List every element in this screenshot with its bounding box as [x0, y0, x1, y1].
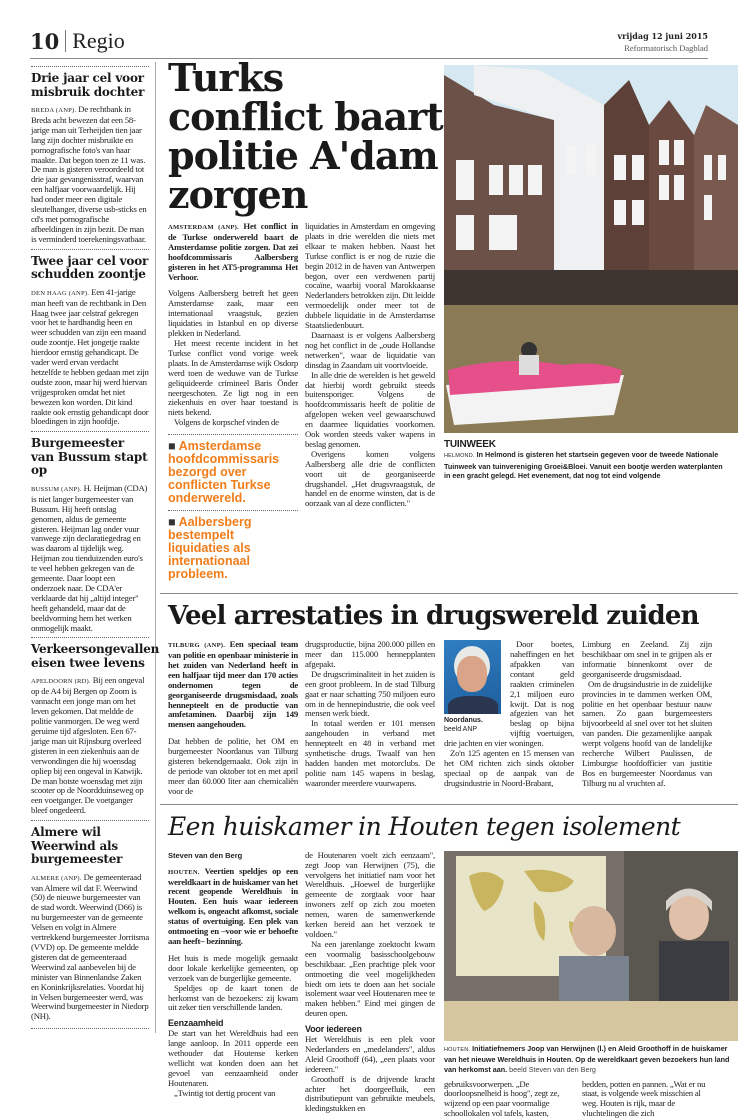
lead: Een speciaal team van politie en openbaar ministerie in het zuiden van Nederland heeft in een halfjaar tijd meer dan 170 acties ondernomen tegen de georganiseerde drugsmisdaad, zoals hennepteelt en de productie van amfetaminen. Daarbij zijn 149 mensen aangehouden. [168, 639, 298, 729]
subhead-voor-iedereen: Voor iedereen [305, 1025, 435, 1035]
dateline: TILBURG (ANP). [168, 642, 225, 649]
news-briefs-sidebar [31, 62, 156, 1033]
houten-col-2 [305, 851, 435, 1115]
paragraph: Volgens Aalbersberg betreft het geen Amsterdamse zaak, maar een internationaal vraagstuk, gezien liquidaties in Istanbul en op diverse plekken in Nederland. [168, 289, 298, 339]
lead: Het conflict in de Turkse onderwereld baart de Amsterdamse politie zorgen. Dat zei hoofdcommissaris Aalbersberg gisteren in het AT5-programma Het Verhoor. [168, 221, 298, 282]
brief-text: H. Heijman (CDA) is niet langer burgemeester van Bussum. Hij heeft ontslag genomen, aldus de gemeente gisteren. Heijman lag onder vuur vanwege zijn declaratiegedrag en was daarom al tijdelijk weg. Heijman zou tienduizenden euro's te veel hebben gekregen van de gemeente. Daar loopt een onderzoek naar. De CDA'er verklaarde dat hij „altijd integer" heeft gehandeld, maar dat de beeldvorming hem het werken onmogelijk maakt. [31, 483, 147, 633]
brief-title: Verkeersongevallen eisen twee levens [31, 643, 149, 670]
paragraph: Het meest recente incident in het Turkse conflict vond vorige week plaats. In de Amsterdamse wijk Osdorp werd toen de weduwe van de Turkse geliquideerde crimineel Baris Önder neergeschoten. Ze ligt nog in een ziekenhuis en over haar toestand is niets bekend. [168, 339, 298, 418]
section-name: Regio [72, 28, 125, 54]
brief-title: Twee jaar cel voor schudden zoontje [31, 255, 149, 282]
brief-text: De gemeenteraad van Almere wil dat F. Weerwind (50) de nieuwe burgemeester van de stad wordt. Weerwind (D66) is nu burgemeester van de gemeente Velsen en volgt in Almere vertrekkend burgemeester Jorritsma (VVD) op. De gemeente meldde gisteren dat de gemeenteraad Weerwind zal aanbevelen bij de minister van Binnenlandse Zaken en Koninkrijksrelaties. Voordat hij in Velsen burgemeester werd, was Weerwind burgemeester in Niedorp (NH). [31, 872, 149, 1022]
turks-col-1 [168, 222, 298, 586]
caption-text: In Helmond is gisteren het startsein gegeven voor de tweede Nationale Tuinweek van tuinvereniging Groei&Bloei. Vanuit een bootje werden waterplanten in een gracht gelegd. Het evenement, dat nog tot eind volgende [444, 450, 723, 480]
paragraph: Het huis is mede mogelijk gemaakt door lokale kerkelijke gemeenten, op verzoek van de burgerlijke gemeente. [168, 954, 298, 984]
turks-section [160, 58, 738, 586]
tuinweek-photo [444, 65, 738, 433]
wereldhuis-photo [444, 851, 738, 1041]
paragraph: Het Wereldhuis is een plek voor Nederlanders en „medelanders", aldus Aleid Groothoff (64), „een plaats voor iedereen." [305, 1035, 435, 1075]
paragraph: In alle drie de werelden is het geweld dat hierbij wordt gebruikt steeds buitensporiger. Volgens de hoofdcommissaris heeft de politie de afgelopen weken veel gewaarschuwd en daarmee liquidaties voorkomen. Ook worden steeds vaker wapens in beslag genomen. [305, 371, 435, 450]
header-meta [618, 31, 709, 53]
highlight-1: ■ Amsterdamse hoofdcommissaris bezorgd over conflicten Turkse onderwereld. [168, 440, 298, 505]
news-brief [31, 820, 149, 1022]
houten-col-4 [582, 1080, 712, 1119]
houten-col-3 [444, 1080, 574, 1119]
dateline: HOUTEN. [168, 869, 200, 876]
news-brief [31, 431, 149, 633]
houten-headline: Een huiskamer in Houten tegen isolement [168, 811, 738, 843]
drugs-section [160, 600, 738, 797]
tuinweek-caption [444, 439, 729, 481]
paragraph: De start van het Wereldhuis had een lange aanloop. In 2011 opperde een wethouder dat Houtense kerken wellicht wat konden doen aan het gevoel van eenzaamheid onder Houtenaren. [168, 1029, 298, 1088]
paragraph: drugsproductie, bijna 200.000 pillen en meer dan 115.000 hennepplanten afgepakt. [305, 640, 435, 670]
drugs-headline: Veel arrestaties in drugswereld zuiden [168, 600, 738, 632]
paragraph: Speldjes op de kaart tonen de herkomst van de bezoekers: zij kwam uit zeker tien verschillende landen. [168, 984, 298, 1014]
paragraph: de Houtenaren voelt zich eenzaam", zegt Joop van Herwijnen (75), die vervolgens het initiatief nam voor het Wereldhuis. „Hoewel de burgerlijke gemeente de zorgtaak voor haar inwoners zelf op zich zou moeten nemen, waren de samenwerkende kerken bereid aan het verzoek te voldoen." [305, 851, 435, 940]
main-area [160, 58, 738, 1119]
page-header [30, 28, 125, 54]
brief-text: De rechtbank in Breda acht bewezen dat een 58-jarige man uit Terheijden tien jaar lang zijn dochter misbruikte en pornografische foto's van haar maakte. Dat begon toen ze 11 was. De man is gisteren veroordeeld tot drie jaar gevangenisstraf, waarvan een halfjaar voorwaardelijk. Hij had onder meer een digitale sleutelhanger, diverse usb-sticks en cd's met pornografische afbeeldingen in zijn bezit. De man is verminderd toerekeningsvatbaar. [31, 104, 147, 244]
wereldhuis-caption: HOUTEN. Initiatiefnemers Joop van Herwijnen (l.) en Aleid Groothoff in de huiskamer van het nieuwe Wereldhuis in Houten. Op de wereldkaart geven bezoekers hun land van herkomst aan. beeld Steven van den Berg [444, 1044, 734, 1075]
brief-text: Bij een ongeval op de A4 bij Bergen op Zoom is vannacht een jonge man om het leven gekomen. Dat meldde de politie vanmorgen. De weg werd geruime tijd afgesloten. Een 67-jarige man uit Rijnsburg overleed gisteren in een ziekenhuis aan de verwondingen die hij woensdag opliep bij een ongeval in Katwijk. De man botste woensdag met zijn scooter op de Noordduinseweg op een voetganger. De voetganger bleef ongedeerd. [31, 675, 144, 815]
paragraph: Volgens de korpschef vinden de [168, 418, 298, 428]
dateline: APELDOORN (RD). [31, 678, 91, 685]
dateline: AMSTERDAM (ANP). [168, 224, 239, 231]
turks-col-2 [305, 222, 435, 509]
brief-title: Almere wil Weerwind als burgemeester [31, 826, 149, 867]
wereldhuis-image [444, 851, 738, 1041]
brief-text: Een 41-jarige man heeft van de rechtbank in Den Haag twee jaar celstraf gekregen voor het te hardhandig heen en weer schudden van zijn een maand oude zoontje. Het jongetje raakte hierdoor ernstig gehandicapt. De vader werd ervan verdacht hetzelfde te hebben gedaan met zijn oudste zoon, maar hij werd hiervan vrijgesproken omdat het niet bewezen kon worden. Dit kind raakte ook ernstig gehandicapt door bloedingen in zijn hoofdje. [31, 287, 149, 427]
news-brief [31, 249, 149, 428]
paragraph: Dat hebben de politie, het OM en burgemeester Noordanus van Tilburg gisteren bekendgemaakt. Ook zijn in de periode van oktober tot en met april meer dan 60.000 liter aan chemicaliën voor de [168, 737, 298, 796]
dateline: DEN HAAG (ANP). [31, 290, 89, 297]
noordanus-photo [444, 640, 501, 714]
tuinweek-title: TUINWEEK [444, 439, 729, 450]
paragraph: bedden, potten en pannen. „Wat er nu staat, is volgende week misschien al weg. Houten is rijk, maar de vluchtelingen die zich [582, 1080, 712, 1119]
byline: Steven van den Berg [168, 851, 298, 861]
section-rule [160, 804, 738, 805]
dateline: BUSSUM (ANP). [31, 486, 82, 493]
canal-houses-image [444, 65, 738, 433]
drugs-col-1 [168, 640, 298, 797]
paragraph: Groothoff is de drijvende kracht achter het doorgeefluik, een distributiepunt van gebruikte meubels, kledingstukken en [305, 1075, 435, 1115]
dateline: BREDA (ANP). [31, 107, 76, 114]
news-brief [31, 637, 149, 816]
noordanus-photo-block [444, 640, 506, 734]
newspaper-name: Reformatorisch Dagblad [618, 43, 709, 53]
header-divider [65, 30, 66, 52]
paragraph: Daarnaast is er volgens Aalbersberg nog het conflict in de „oude Hollandse netwerken", waar de liquidatie van dinsdag in Zaandam uit voortvloeide. [305, 331, 435, 371]
dateline: HELMOND. [444, 453, 475, 459]
paragraph: liquidaties in Amsterdam en omgeving plaats in drie werelden die niets met elkaar te maken hebben. Naast het Turkse conflict is er nog de ruzie die begin 2012 in de haven van Antwerpen begon, over een verdwenen partij cocaïne, waarbij vooral Marokkaanse Nederlanders betrokken zijn. Dit leidde vermoedelijk onder meer tot de dubbele liquidatie in de Amsterdamse Staatsliedenbuurt. [305, 222, 435, 331]
dateline: ALMERE (ANP). [31, 875, 82, 882]
houten-col-1 [168, 851, 298, 1099]
drugs-col-2 [305, 640, 435, 789]
paragraph: Zo'n 125 agenten en 15 mensen van het OM richten zich sinds oktober speciaal op de aanpak van de drugsindustrie in Noord-Brabant, [444, 749, 574, 789]
page-number: 10 [30, 29, 59, 54]
paragraph: gebruiksvoorwerpen. „De doorloopsnelheid is hoog", zegt ze, wijzend op een paar voormalige schoollokalen vol tafels, kasten, [444, 1080, 574, 1119]
noordanus-caption: Noordanus. beeld ANP [444, 716, 506, 734]
paragraph: De drugscriminaliteit in het zuiden is een groot probleem. In de stad Tilburg gaat er naar schatting 750 miljoen euro om in de hennepindustrie, die ook veel mensen werk biedt. [305, 670, 435, 720]
drugs-col-3 [444, 640, 574, 789]
turks-headline: Turks conflict baart politie A'dam zorgen [168, 58, 443, 214]
paragraph: „Twintig tot dertig procent van [168, 1089, 298, 1099]
paragraph: Limburg en Zeeland. Zij zijn beschikbaar om snel in te grijpen als er informatie binnenkomt over de georganiseerde drugsmisdaad. [582, 640, 712, 680]
subhead-eenzaamheid: Eenzaamheid [168, 1019, 298, 1029]
issue-date: vrijdag 12 juni 2015 [618, 31, 709, 41]
paragraph: Om de drugsindustrie in de zuidelijke provincies in te dammen werken OM, politie en het openbaar bestuur nauw samen. Zo gaan burgemeesters bijvoorbeeld al snel over tot het sluiten van panden. Die gezamenlijke aanpak werpt volgens hoofd van de landelijke recherche Wilbert Paulissen, de Limburgse hoofdofficier van justitie Bos en burgemeester Noordanus van Tilburg nu al vruchten af. [582, 680, 712, 789]
paragraph: Door boetes, naheffingen en het afpakken van contant geld raakten criminelen 2,1 miljoen euro kwijt. Dat is nog afgezien van het beslag op bijna vijftig voertuigen, drie jachten en vier woningen. [444, 640, 574, 749]
highlight-2: ■ Aalbersberg bestempelt liquidaties als internationaal probleem. [168, 516, 298, 581]
brief-title: Drie jaar cel voor misbruik dochter [31, 72, 149, 99]
turks-highlights [168, 434, 298, 581]
houten-section [160, 811, 738, 1119]
drugs-col-4 [582, 640, 712, 789]
lead: Veertien speldjes op een wereldkaart in de huiskamer van het recent geopende Wereldhuis in Houten. Een huis waar iedereen welkom is, ongeacht afkomst, sociale status of overtuiging. Een plek van ontmoeting en –voor wie er behoefte aan heeft– bezinning. [168, 866, 298, 946]
paragraph: Na een jarenlange zoektocht kwam een voormalig basisschoolgebouw beschikbaar. „Een prachtige plek voor ontmoeting die veel mogelijkheden biedt om iets te doen aan het sociale isolement waar veel Houtenaren mee te maken hebben." Eind mei gingen de deuren open. [305, 940, 435, 1019]
paragraph: Overigens komen volgens Aalbersberg alle drie de conflicten voort uit de georganiseerde drugshandel. „Het drugsvraagstuk, de handel en de enorme winsten, dat is de oorzaak van al deze conflicten." [305, 450, 435, 509]
brief-title: Burgemeester van Bussum stapt op [31, 437, 149, 478]
section-rule [160, 593, 738, 594]
paragraph: In totaal werden er 101 mensen aangehouden in verband met hennepteelt en 48 in verband met synthetische drugs. Twaalf van hen hadden banden met motorclubs. De politie nam 145 wapens in beslag, waaronder meerdere vuurwapens. [305, 719, 435, 788]
news-brief [31, 66, 149, 245]
